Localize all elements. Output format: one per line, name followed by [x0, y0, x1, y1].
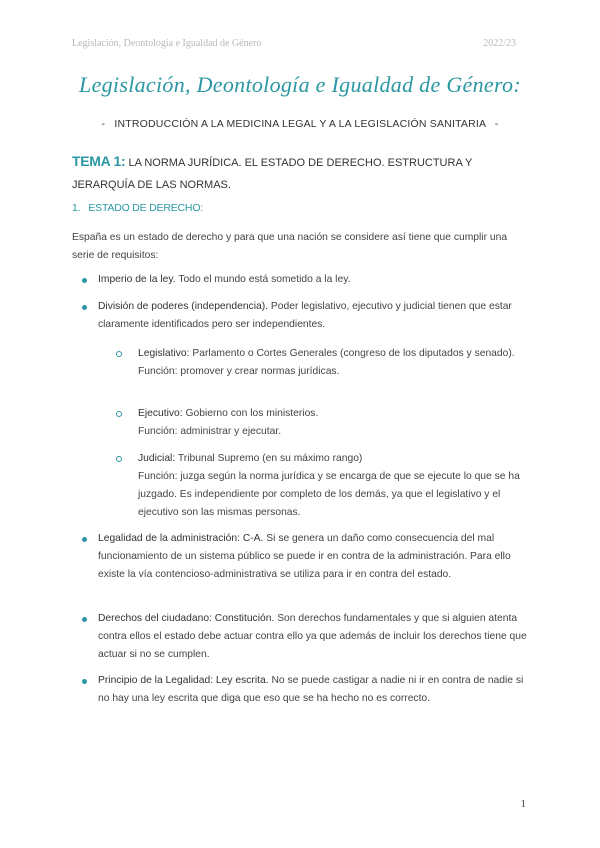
document-title: Legislación, Deontología e Igualdad de Género:	[79, 72, 521, 97]
item-text: Poder legislativo, ejecutivo y judicial tienen que estar claramente identificados pero ser independientes.	[98, 301, 512, 330]
sub-item-function: Función: juzga según la norma jurídica y se encarga de que se ejecute lo que se ha juzgado. Es independiente por completo de los demás, ya que el legislativo y el ejecutivo son las mismas personas.	[138, 471, 520, 518]
item-text: No se puede castigar a nadie ni ir en contra de nadie si no hay una ley escrita que diga que eso que se ha hecho no es correcto.	[98, 675, 524, 704]
sub-item-lead: Legislativo:	[138, 348, 190, 359]
subtitle-dash-left: -	[101, 118, 106, 130]
sub-item-lead: Ejecutivo:	[138, 408, 183, 419]
section-heading	[72, 202, 203, 214]
item-text: Son derechos fundamentales y que si alguien atenta contra ellos el estado debe actuar contra ello ya que además de incluir los derechos tiene que actuar si no se cumplen.	[98, 613, 527, 660]
sub-bullet-icon	[116, 411, 122, 417]
item-lead: Principio de la Legalidad: Ley escrita.	[98, 675, 269, 686]
section-number: 1.	[72, 202, 81, 214]
topic-heading	[72, 150, 532, 196]
sub-bullet-icon	[116, 456, 122, 462]
item-lead: Derechos del ciudadano: Constitución.	[98, 613, 275, 624]
item-lead: Legalidad de la administración: C-A.	[98, 533, 264, 544]
sub-item-lead: Judicial:	[138, 453, 176, 464]
item-text: Todo el mundo está sometido a la ley.	[178, 274, 351, 285]
subtitle-dash-right: -	[494, 118, 499, 130]
running-header	[72, 38, 516, 54]
item-lead: Imperio de la ley.	[98, 274, 176, 285]
bullet-icon	[82, 305, 87, 310]
sub-item-function: Función: promover y crear normas jurídicas.	[138, 366, 340, 377]
bullet-icon	[82, 537, 87, 542]
document-subtitle	[0, 118, 600, 130]
sub-bullet-icon	[116, 351, 122, 357]
header-title: Legislación, Deontología e Igualdad de Género	[72, 38, 262, 49]
topic-number: TEMA 1:	[72, 153, 126, 169]
bullet-icon	[82, 278, 87, 283]
sub-item-text: Tribunal Supremo (en su máximo rango)	[177, 453, 363, 464]
topic-title: LA NORMA JURÍDICA. EL ESTADO DE DERECHO. ESTRUCTURA Y JERARQUÍA DE LAS NORMAS.	[72, 157, 473, 191]
subtitle-text: INTRODUCCIÓN A LA MEDICINA LEGAL Y A LA LEGISLACIÓN SANITARIA	[114, 118, 486, 130]
section-title: ESTADO DE DERECHO:	[88, 202, 203, 214]
sub-item-text: Parlamento o Cortes Generales (congreso de los diputados y senado).	[192, 348, 515, 359]
page-number: 1	[520, 798, 526, 810]
item-text: Si se genera un daño como consecuencia del mal funcionamiento de un sistema público se puede ir en contra de la administración. Para ello existe la vía contencioso-administrativa se utiliza para ir en contra del estado.	[98, 533, 511, 580]
intro-paragraph: España es un estado de derecho y para que una nación se considere así tiene que cumplir una serie de requisitos:	[72, 232, 508, 261]
sub-item-function: Función: administrar y ejecutar.	[138, 426, 282, 437]
item-lead: División de poderes (independencia).	[98, 301, 269, 312]
bullet-icon	[82, 679, 87, 684]
bullet-icon	[82, 617, 87, 622]
sub-item-text: Gobierno con los ministerios.	[185, 408, 319, 419]
header-year: 2022/23	[483, 38, 516, 49]
